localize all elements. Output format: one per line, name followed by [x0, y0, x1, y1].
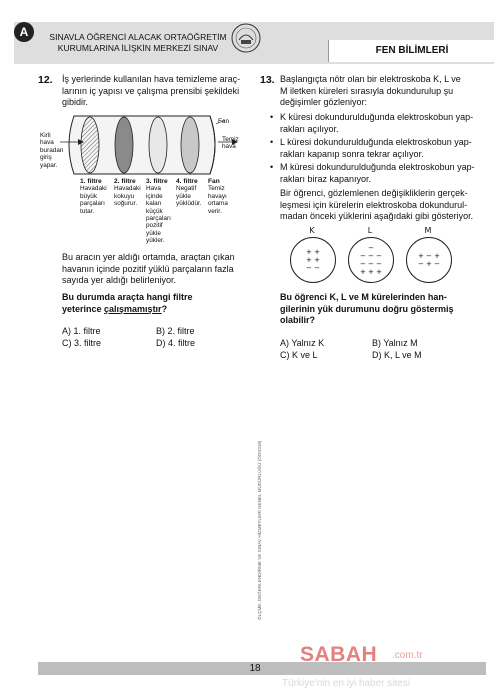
charge-row: − −: [306, 264, 320, 272]
filter-caption-line: yükler.: [146, 237, 165, 245]
sphere-circle: [348, 237, 394, 283]
q12-body-line: Bu aracın yer aldığı ortamda, araçtan çıkan: [62, 252, 235, 262]
filter-caption-line: havayı: [208, 192, 227, 200]
filter-caption-line: yüklüdür.: [176, 200, 202, 208]
charge-row: + +: [306, 256, 320, 264]
q12-option-b[interactable]: B) 2. filtre: [156, 326, 195, 336]
q12-question: [62, 292, 247, 315]
filter-caption-line: pozitif: [146, 222, 163, 230]
q12-question-line: Bu durumda araçta hangi filtre: [62, 292, 193, 302]
filter-caption-line: kokuyu: [114, 192, 135, 200]
q13-bullet-line: M küresi dokundurulduğunda elektroskobun yap-: [280, 162, 475, 172]
q13-intro-line: değişimler gözleniyor:: [280, 97, 368, 107]
filter-caption-title: 4. filtre: [176, 178, 198, 185]
filter-caption-title: 3. filtre: [146, 178, 168, 185]
charge-row: + + +: [359, 268, 383, 276]
dirty-air-label-line: Kirli: [40, 132, 51, 139]
charged-spheres: [290, 226, 490, 284]
exam-title-line1: SINAVLA ÖĞRENCİ ALACAK ORTAÖĞRETİM: [49, 32, 227, 42]
q12-intro-line: larının iç yapısı ve çalışma prensibi şekildeki: [62, 85, 240, 96]
q13-option-c[interactable]: C) K ve L: [280, 350, 318, 360]
q12-intro-line: İş yerlerinde kullanılan hava temizleme araç-: [62, 74, 241, 84]
bullet-dot-icon: •: [270, 112, 274, 122]
filter-caption-line: Temiz: [208, 185, 225, 193]
q13-body: [280, 188, 486, 223]
filter-caption-line: parçaları: [146, 215, 171, 223]
filter-caption-line: yükle: [176, 192, 191, 200]
air-purifier-diagram: [60, 112, 240, 178]
filter-caption-line: soğurur.: [114, 200, 138, 208]
q12-option-a[interactable]: A) 1. filtre: [62, 326, 101, 336]
filter-caption-line: Havadaki: [80, 185, 107, 193]
bullet-dot-icon: •: [270, 137, 274, 147]
q13-body-line: madan önceki yüklerini aşağıdaki gibi gösteriyor.: [280, 211, 474, 221]
filter-caption-title: 1. filtre: [80, 178, 102, 185]
q12-intro: [62, 74, 247, 109]
watermark-logo: SABAH: [300, 643, 378, 666]
q13-body-line: leşmesi için kürelerin elektroskoba dokundurul-: [280, 199, 468, 210]
filter-caption-line: yükle: [146, 229, 161, 237]
subject-label: FEN BİLİMLERİ: [328, 40, 495, 62]
q13-body-line: Bir öğrenci, gözlemlenen değişikliklerin gerçek-: [280, 188, 468, 198]
filter-caption-line: küçük: [146, 207, 163, 215]
q12-body-line: sayıda yer aldığı belirleniyor.: [62, 275, 177, 285]
q13-question-line: gilerinin yük durumunu doğru göstermiş: [280, 303, 454, 314]
filter-caption-line: kalan: [146, 200, 162, 208]
clean-air-label-line: Temiz: [222, 136, 239, 143]
exam-title-line2: KURUMLARINA İLİŞKİN MERKEZİ SINAV: [57, 43, 219, 53]
filter-caption-line: ortama: [208, 200, 228, 208]
filter-2: [115, 117, 133, 173]
clean-air-label: [222, 136, 239, 151]
exam-title: [48, 32, 228, 54]
charge-row: −: [368, 244, 374, 252]
q12-body-line: havanın içinde pozitif yüklü parçaların fazla: [62, 263, 234, 274]
q13-question: [280, 292, 486, 327]
q13-intro-line: Başlangıçta nötr olan bir elektroskoba K, L ve: [280, 74, 461, 84]
filter-caption-line: verir.: [208, 207, 222, 215]
filter-caption-line: içinde: [146, 192, 163, 200]
dirty-air-label-line: buradan: [40, 146, 64, 154]
q13-bullets: [270, 112, 486, 185]
sphere-k: [290, 226, 334, 283]
filter-caption-line: büyük: [80, 192, 98, 200]
q12-question-line: [62, 304, 247, 316]
q13-bullet-line: K küresi dokundurulduğunda elektroskobun yap-: [280, 112, 474, 122]
q13-intro: [280, 74, 486, 109]
booklet-badge: A: [14, 22, 34, 42]
charge-row: − + −: [417, 260, 441, 268]
dirty-air-label-line: giriş: [40, 154, 52, 162]
q13-option-d[interactable]: D) K, L ve M: [372, 350, 422, 360]
q13-bullet-line: L küresi dokundurulduğunda elektroskobun yap-: [280, 137, 472, 147]
q12-question-text: yeterince: [62, 303, 105, 314]
filter-caption-1: [80, 178, 114, 215]
side-publisher-text: [248, 240, 260, 620]
q12-option-c[interactable]: C) 3. filtre: [62, 338, 102, 348]
filter-caption-line: tutar.: [80, 207, 95, 215]
q12-intro-line: gibidir.: [62, 97, 89, 107]
q13-question-line: olabilir?: [280, 315, 316, 325]
q13-bullet: [270, 112, 486, 135]
charge-row: − − −: [359, 260, 383, 268]
page-number: 18: [249, 663, 261, 674]
charge-row: + +: [306, 248, 320, 256]
ministry-seal-icon: [230, 22, 262, 54]
filter-caption-line: Havadaki: [114, 185, 141, 193]
q13-intro-line: M iletken küreleri sırasıyla dokundurulup şu: [280, 85, 454, 96]
clean-air-label-line: hava: [222, 143, 236, 151]
q12-question-mark: ?: [161, 303, 168, 314]
sphere-circle: [406, 237, 452, 283]
filter-caption-3: [146, 178, 176, 245]
side-publisher-label: ÖLÇME, DEĞERLENDİRME VE SINAV HİZMETLERİ GENEL MÜDÜRLÜĞÜ (ÖDSGM): [257, 440, 262, 620]
filter-3: [149, 117, 167, 173]
filter-caption-line: parçaları: [80, 200, 105, 208]
sphere-m: [406, 226, 450, 283]
filter-caption-fan: [208, 178, 240, 215]
filter-4: [181, 117, 199, 173]
q12-question-emphasis: çalışmamıştır: [104, 303, 162, 314]
q12-option-d[interactable]: D) 4. filtre: [156, 338, 196, 348]
q13-bullet-line: rakları kapanıp sonra tekrar açılıyor.: [280, 148, 424, 159]
q13-bullet: [270, 162, 486, 185]
sphere-label: K: [309, 226, 315, 235]
watermark-tagline: Türkiye'nin en iyi haber sitesi: [282, 678, 411, 689]
filter-caption-4: [176, 178, 208, 208]
filter-caption-2: [114, 178, 146, 208]
q13-option-a[interactable]: A) Yalnız K: [280, 338, 325, 348]
filter-caption-line: Hava: [146, 185, 161, 193]
filter-caption-title: Fan: [208, 178, 220, 185]
bullet-dot-icon: •: [270, 162, 274, 172]
q13-bullet-line: rakları biraz kapanıyor.: [280, 173, 372, 184]
q13-question-line: Bu öğrenci K, L ve M kürelerinden han-: [280, 292, 447, 302]
sphere-circle: [290, 237, 336, 283]
q13-option-b[interactable]: B) Yalnız M: [372, 338, 418, 348]
charge-row: + − +: [417, 252, 441, 260]
q13-bullet: [270, 137, 486, 160]
filter-caption-title: 2. filtre: [114, 178, 136, 185]
watermark-domain: .com.tr: [392, 650, 423, 661]
q12-number: 12.: [38, 74, 53, 86]
sphere-l: [348, 226, 392, 283]
q12-body: [62, 252, 247, 287]
sphere-label: L: [367, 226, 373, 235]
dirty-air-label-line: hava: [40, 139, 54, 147]
fan-label: Fan: [218, 118, 230, 125]
filter-caption-line: Negatif: [176, 185, 197, 193]
dirty-air-label-line: yapar.: [40, 161, 58, 169]
sphere-label: M: [424, 226, 432, 235]
filter-1: [81, 117, 99, 173]
charge-row: − − −: [359, 252, 383, 260]
q13-number: 13.: [260, 74, 275, 86]
q13-bullet-line: rakları açılıyor.: [280, 123, 339, 134]
